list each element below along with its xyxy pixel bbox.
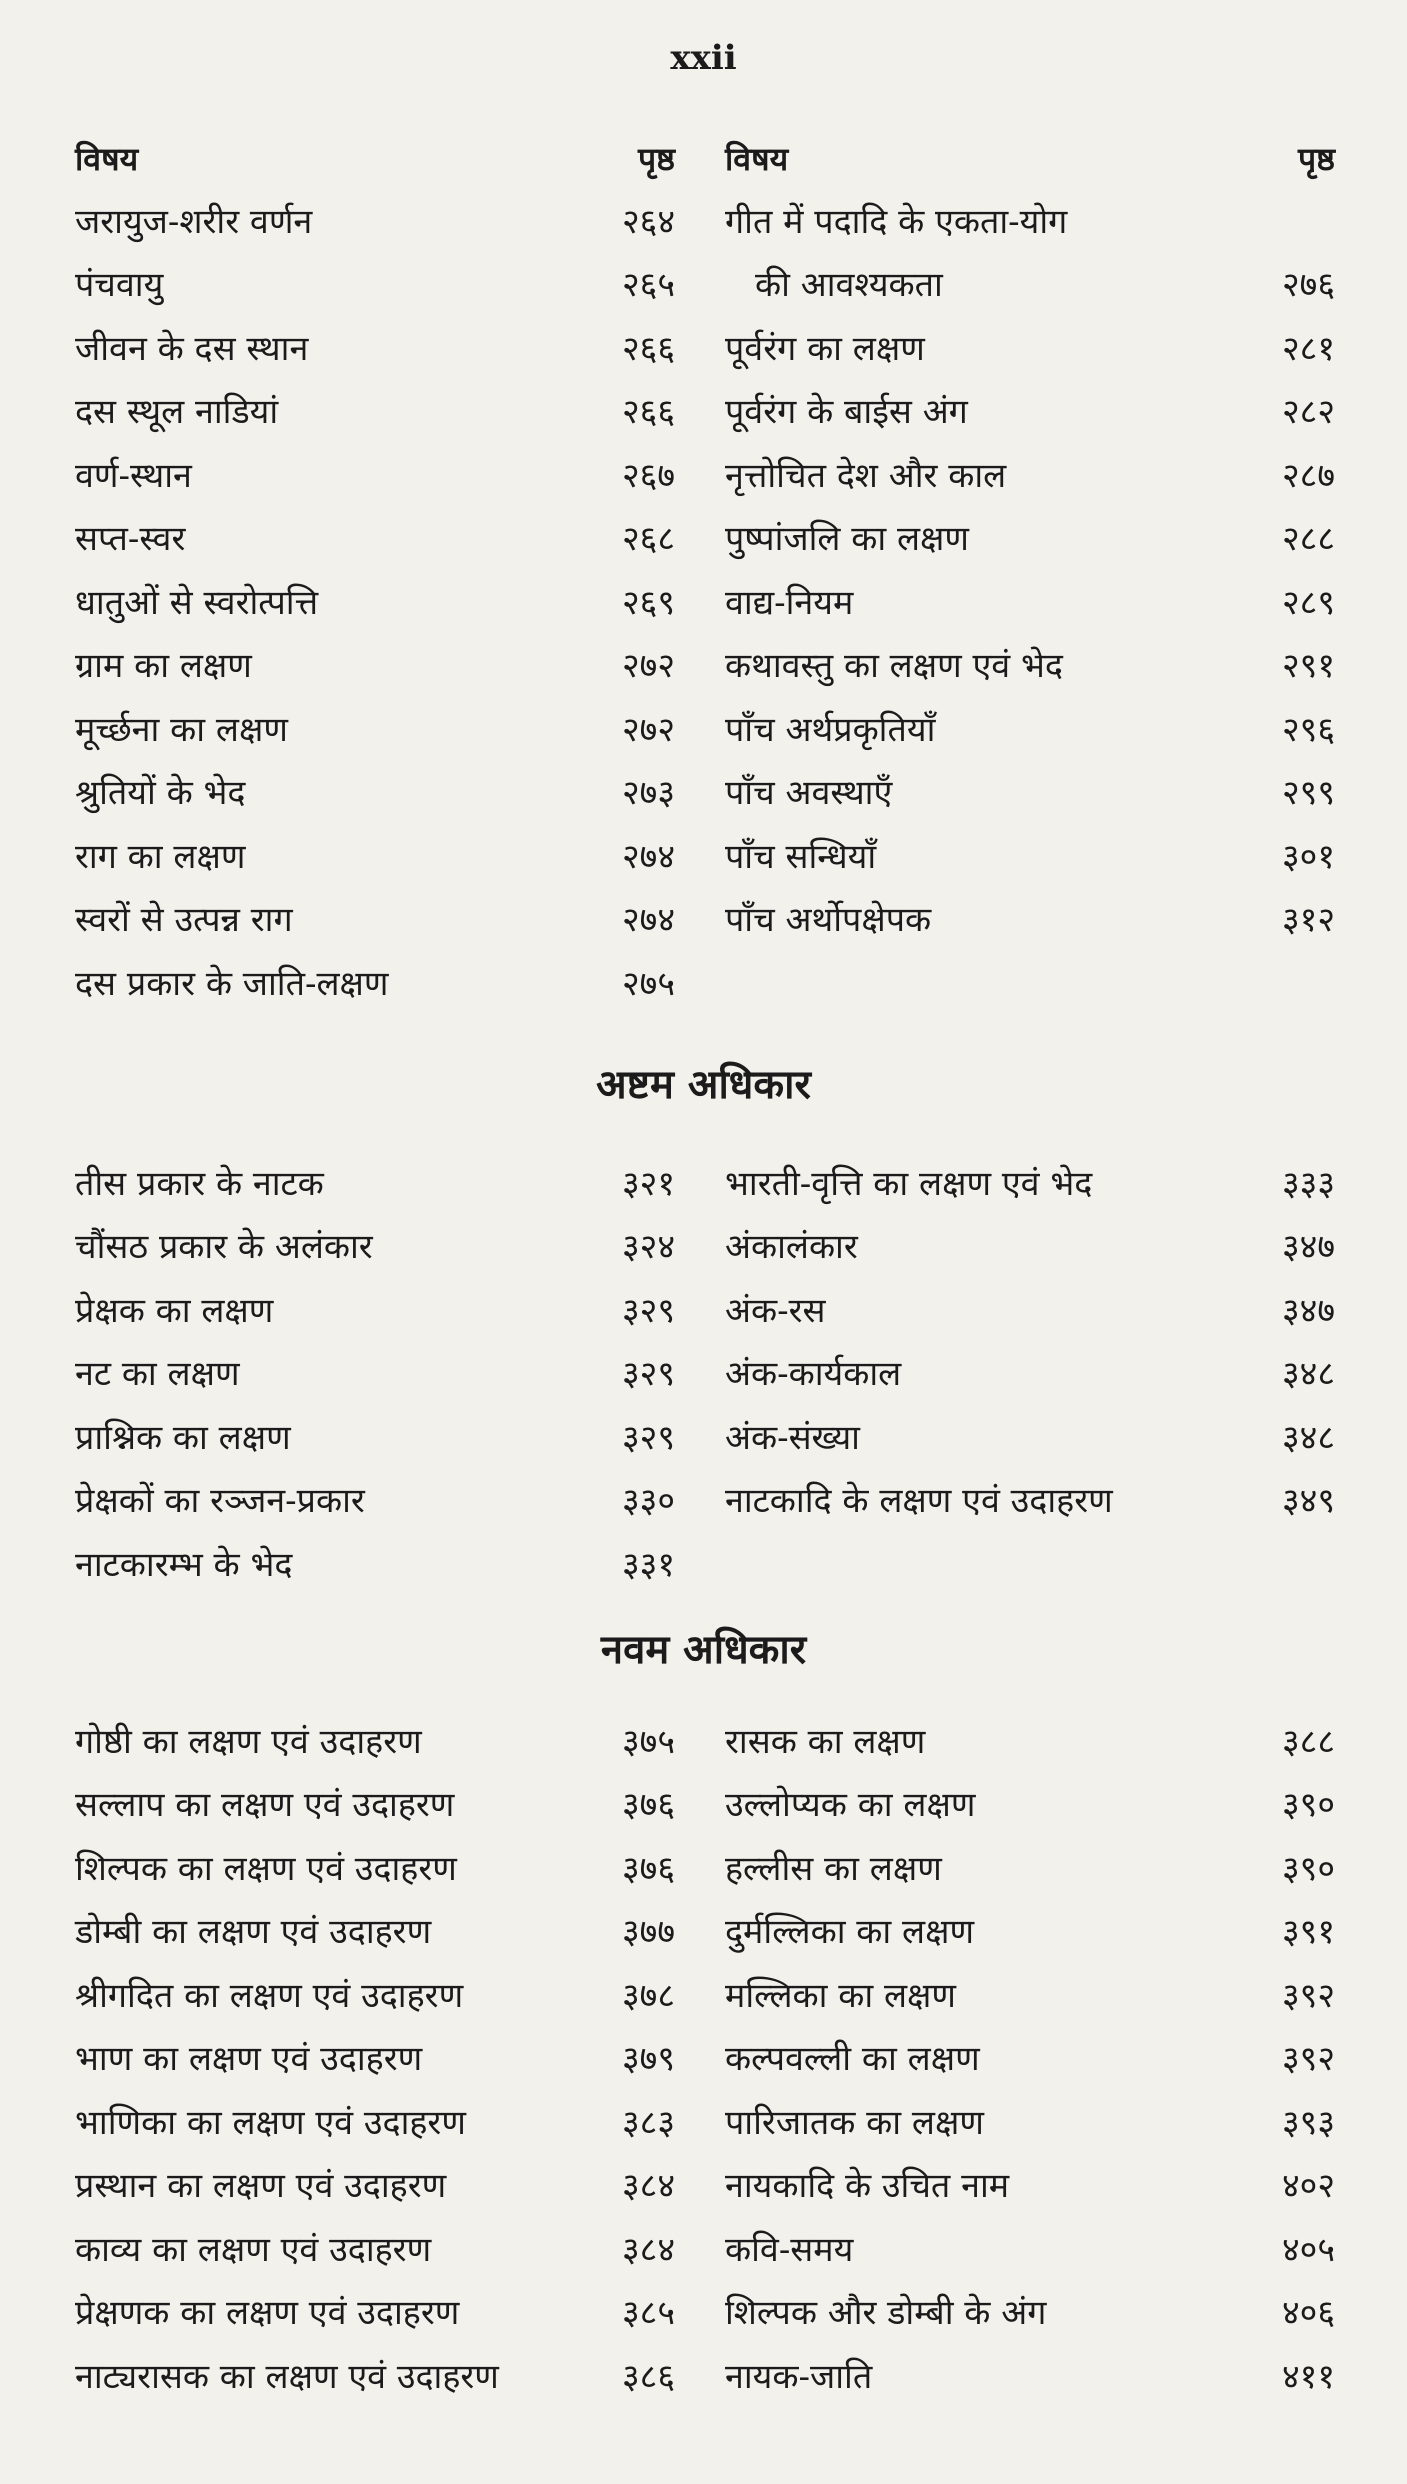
toc-entry [75,1708,675,1772]
toc-entry [75,823,675,887]
toc-page-number: ३९० [1281,1785,1335,1826]
toc-entry [75,569,675,633]
toc-page-number: २७४ [621,836,675,877]
toc-topic: स्वरों से उत्पन्न राग [75,900,293,941]
toc-entry [725,1277,1335,1341]
toc-page-number: ३२९ [621,1354,675,1395]
toc-page-number: २७५ [621,963,675,1004]
toc-page-number: २७२ [621,646,675,687]
toc-page-number: ३८३ [621,2102,675,2143]
toc-entry [725,1404,1335,1468]
toc-page-number: २६७ [621,455,675,496]
toc-topic: कथावस्तु का लक्षण एवं भेद [725,646,1063,687]
toc-topic: पाँच अवस्थाएँ [725,773,893,814]
page-header: पृष्ठ [1297,139,1335,178]
toc-topic: नाटकादि के लक्षण एवं उदाहरण [725,1481,1113,1522]
section-title-navam: नवम अधिकार [600,1626,807,1673]
toc-entry [75,1277,675,1341]
toc-page-number: ३७७ [621,1912,675,1953]
toc-entry [75,2280,675,2344]
toc-entry [75,2343,675,2407]
toc-page-number: ३८८ [1281,1721,1335,1762]
toc-topic: मल्लिका का लक्षण [725,1975,956,2016]
toc-topic: प्राश्निक का लक्षण [75,1417,291,1458]
toc-entry [75,188,675,252]
toc-entry [725,2216,1335,2280]
toc-entry [75,1150,675,1214]
column-header [75,128,675,188]
toc-page-number: ३३१ [621,1544,675,1585]
toc-topic: भाण का लक्षण एवं उदाहरण [75,2039,423,2080]
toc-topic: की आवश्यकता [755,265,943,306]
toc-topic: पुष्पांजलि का लक्षण [725,519,970,560]
toc-topic: हल्लीस का लक्षण [725,1848,942,1889]
toc-topic: सप्त-स्वर [75,519,186,560]
toc-entry [725,2153,1335,2217]
toc-page-number: ३७५ [621,1721,675,1762]
toc-entry [75,2216,675,2280]
toc-entry [75,1772,675,1836]
toc-page-number: ३३३ [1281,1163,1335,1204]
section2-right-column [725,1150,1335,1531]
toc-entry [75,1214,675,1278]
toc-topic: नाटकारम्भ के भेद [75,1544,293,1585]
toc-entry [725,506,1335,570]
toc-entry [725,633,1335,697]
toc-entry [75,1468,675,1532]
toc-entry [75,2026,675,2090]
section3-left-column [75,1708,675,2407]
column-header [725,128,1335,188]
toc-topic: कल्पवल्ली का लक्षण [725,2039,980,2080]
toc-topic: अंक-रस [725,1290,826,1331]
toc-entry [75,1835,675,1899]
toc-page-number: २९९ [1281,773,1335,814]
toc-page-number: २६६ [621,392,675,433]
toc-topic: दुर्मल्लिका का लक्षण [725,1912,975,1953]
toc-topic: दस स्थूल नाडियां [75,392,279,433]
toc-topic: मूर्च्छना का लक्षण [75,709,288,750]
toc-page-number: २८८ [1281,519,1335,560]
toc-topic: प्रस्थान का लक्षण एवं उदाहरण [75,2166,447,2207]
section2-left-column [75,1150,675,1595]
toc-entry [725,1341,1335,1405]
toc-topic: नायकादि के उचित नाम [725,2166,1010,2207]
toc-topic: ग्राम का लक्षण [75,646,252,687]
toc-page-number: ३९२ [1281,1975,1335,2016]
toc-entry [75,1531,675,1595]
toc-page-number: ३१२ [1281,900,1335,941]
toc-entry [725,1835,1335,1899]
toc-entry [75,696,675,760]
toc-entry [75,887,675,951]
toc-topic: वर्ण-स्थान [75,455,192,496]
toc-entry [75,2153,675,2217]
page-header: पृष्ठ [637,139,675,178]
toc-page-number: ३९३ [1281,2102,1335,2143]
page-number: xxii [670,38,737,78]
toc-topic: पाँच अर्थोपक्षेपक [725,900,932,941]
toc-topic: प्रेक्षणक का लक्षण एवं उदाहरण [75,2293,460,2334]
toc-page-number: ३४७ [1281,1290,1335,1331]
toc-page-number: ३४८ [1281,1417,1335,1458]
toc-page-number: २८९ [1281,582,1335,623]
toc-topic: प्रेक्षकों का रञ्जन-प्रकार [75,1481,365,1522]
toc-entry [725,887,1335,951]
toc-entry [75,252,675,316]
section-title-ashtam: अष्टम अधिकार [596,1061,811,1108]
toc-topic: श्रुतियों के भेद [75,773,246,814]
toc-page-number: ३८५ [621,2293,675,2334]
toc-topic: कवि-समय [725,2229,854,2270]
toc-topic: डोम्बी का लक्षण एवं उदाहरण [75,1912,432,1953]
toc-entry [75,506,675,570]
toc-topic: प्रेक्षक का लक्षण [75,1290,274,1331]
toc-page-number: ३२९ [621,1290,675,1331]
toc-topic: उल्लोप्यक का लक्षण [725,1785,976,1826]
toc-page-number: २८१ [1281,328,1335,369]
toc-page-number: ३८४ [621,2166,675,2207]
toc-topic: भारती-वृत्ति का लक्षण एवं भेद [725,1163,1093,1204]
toc-topic: श्रीगदित का लक्षण एवं उदाहरण [75,1975,464,2016]
toc-entry [725,823,1335,887]
toc-page-number: २८२ [1281,392,1335,433]
toc-page-number: २७६ [1281,265,1335,306]
toc-entry [725,1708,1335,1772]
toc-topic: काव्य का लक्षण एवं उदाहरण [75,2229,432,2270]
toc-page-number: २७२ [621,709,675,750]
toc-page-number: ३९० [1281,1848,1335,1889]
toc-topic: अंकालंकार [725,1227,858,1268]
toc-topic: नट का लक्षण [75,1354,240,1395]
toc-topic: जीवन के दस स्थान [75,328,309,369]
toc-topic: शिल्पक का लक्षण एवं उदाहरण [75,1848,457,1889]
toc-page-number: ३७८ [621,1975,675,2016]
toc-entry [725,379,1335,443]
toc-page-number: ४०५ [1281,2229,1335,2270]
toc-page-number: २७४ [621,900,675,941]
toc-page-number: २६९ [621,582,675,623]
section1-right-column [725,128,1335,950]
toc-page-number: २६६ [621,328,675,369]
section1-left-column [75,128,675,1014]
toc-entry [75,1899,675,1963]
toc-entry [725,2026,1335,2090]
toc-entry [725,1772,1335,1836]
toc-entry [725,760,1335,824]
toc-page-number: ३४८ [1281,1354,1335,1395]
toc-entry [725,1899,1335,1963]
section3-right-column [725,1708,1335,2407]
toc-entry [75,442,675,506]
toc-page-number: २६४ [621,201,675,242]
toc-page-number: ३३० [621,1481,675,1522]
toc-entry [725,1150,1335,1214]
toc-topic: पूर्वरंग का लक्षण [725,328,925,369]
toc-topic: पाँच सन्धियाँ [725,836,877,877]
toc-entry [75,1404,675,1468]
topic-header: विषय [725,139,789,178]
toc-topic: पाँच अर्थप्रकृतियाँ [725,709,936,750]
toc-topic: अंक-संख्या [725,1417,860,1458]
toc-topic: नाट्यरासक का लक्षण एवं उदाहरण [75,2356,499,2397]
toc-entry [75,633,675,697]
toc-topic: पारिजातक का लक्षण [725,2102,984,2143]
toc-page-number: ३७६ [621,1848,675,1889]
toc-topic: रासक का लक्षण [725,1721,926,1762]
toc-topic: धातुओं से स्वरोत्पत्ति [75,582,319,623]
toc-page-number: ३९२ [1281,2039,1335,2080]
toc-entry [75,315,675,379]
toc-topic: भाणिका का लक्षण एवं उदाहरण [75,2102,466,2143]
toc-topic: वाद्य-नियम [725,582,854,623]
toc-entry [725,1468,1335,1532]
toc-entry [725,2280,1335,2344]
toc-page-number: ४११ [1281,2356,1335,2397]
toc-entry [725,2089,1335,2153]
toc-page-number: ३२९ [621,1417,675,1458]
toc-page-number: ३८४ [621,2229,675,2270]
topic-header: विषय [75,139,139,178]
toc-page-number: ३२१ [621,1163,675,1204]
toc-page-number: ३४९ [1281,1481,1335,1522]
toc-page-number: २९६ [1281,709,1335,750]
toc-topic: नायक-जाति [725,2356,873,2397]
toc-topic: चौंसठ प्रकार के अलंकार [75,1227,373,1268]
toc-entry [725,188,1335,252]
toc-entry [725,442,1335,506]
toc-page-number: ४०२ [1281,2166,1335,2207]
toc-entry [725,696,1335,760]
toc-entry [75,760,675,824]
toc-page-number: ३८६ [621,2356,675,2397]
toc-entry [75,1962,675,2026]
toc-topic: गोष्ठी का लक्षण एवं उदाहरण [75,1721,422,1762]
toc-topic: शिल्पक और डोम्बी के अंग [725,2293,1047,2334]
toc-page-number: २९१ [1281,646,1335,687]
toc-page-number: २७३ [621,773,675,814]
toc-entry [725,1214,1335,1278]
toc-entry [75,379,675,443]
toc-topic: नृत्तोचित देश और काल [725,455,1007,496]
toc-page-number: २६८ [621,519,675,560]
toc-topic: जरायुज-शरीर वर्णन [75,201,313,242]
toc-page-number: ३२४ [621,1227,675,1268]
toc-entry [725,315,1335,379]
toc-page-number: ३७९ [621,2039,675,2080]
toc-page-number: २६५ [621,265,675,306]
toc-entry [725,569,1335,633]
toc-topic: राग का लक्षण [75,836,246,877]
toc-entry [75,1341,675,1405]
toc-topic: दस प्रकार के जाति-लक्षण [75,963,389,1004]
toc-topic: गीत में पदादि के एकता-योग [725,201,1068,242]
toc-page-number: ४०६ [1281,2293,1335,2334]
toc-topic: तीस प्रकार के नाटक [75,1163,324,1204]
toc-page-number: ३०१ [1281,836,1335,877]
toc-page-number: ३४७ [1281,1227,1335,1268]
toc-entry [725,1962,1335,2026]
toc-topic: सल्लाप का लक्षण एवं उदाहरण [75,1785,455,1826]
toc-entry [75,2089,675,2153]
toc-entry [725,252,1335,316]
toc-page-number: ३९१ [1281,1912,1335,1953]
toc-topic: पंचवायु [75,265,164,306]
toc-page-number: २८७ [1281,455,1335,496]
toc-entry [75,950,675,1014]
toc-topic: अंक-कार्यकाल [725,1354,902,1395]
toc-entry [725,2343,1335,2407]
toc-page-number: ३७६ [621,1785,675,1826]
toc-topic: पूर्वरंग के बाईस अंग [725,392,968,433]
